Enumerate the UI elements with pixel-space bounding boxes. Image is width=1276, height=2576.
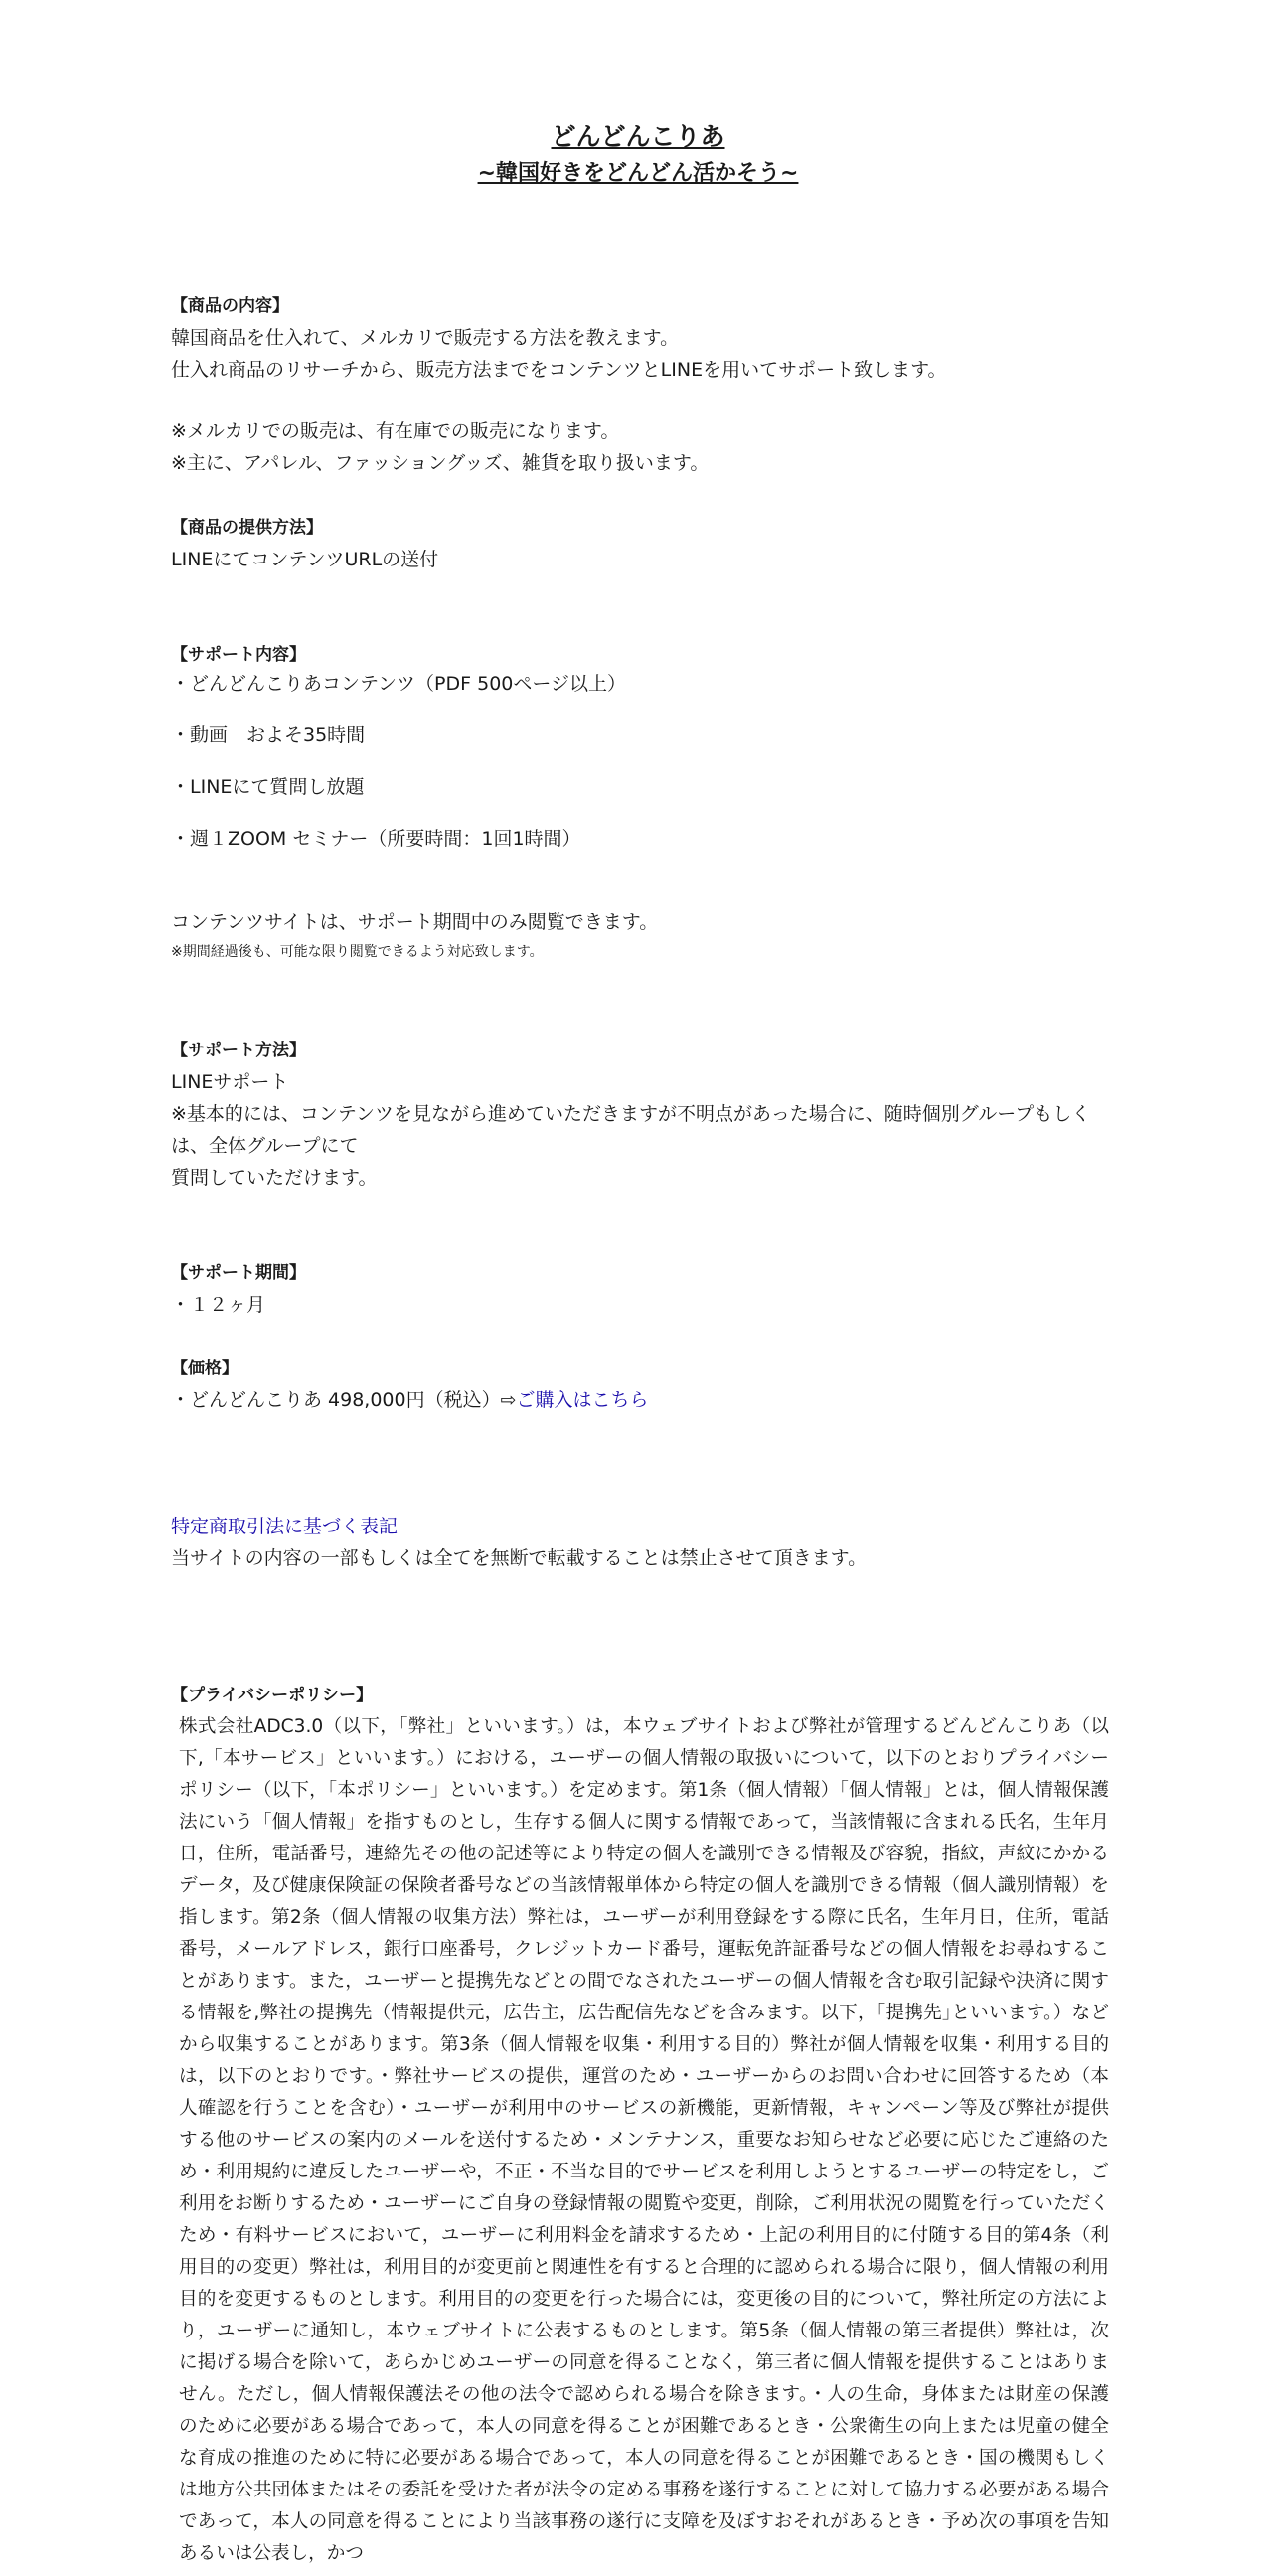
price-line xyxy=(171,1384,1110,1416)
access-note-block xyxy=(171,906,1110,966)
support-item xyxy=(171,771,1110,803)
price-text: ・どんどんこりあ 498,000円（税込）⇨ xyxy=(171,1389,517,1411)
delivery-text: LINEにてコンテンツURLの送付 xyxy=(171,549,439,570)
support-item xyxy=(171,720,1110,751)
product-notes xyxy=(171,415,1110,479)
period-value: ・１２ヶ月 xyxy=(171,1294,266,1316)
support-method-line: 質問していただけます。 xyxy=(171,1167,378,1189)
support-heading-block xyxy=(171,639,1110,671)
legal-notation-link[interactable]: 特定商取引法に基づく表記 xyxy=(171,1516,399,1537)
access-small-note: ※期間経過後も、可能な限り閲覧できるよう対応致します。 xyxy=(171,944,544,960)
support-item xyxy=(171,668,1110,700)
support-heading: 【サポート内容】 xyxy=(171,645,306,665)
support-method-heading: 【サポート方法】 xyxy=(171,1041,306,1060)
price-section xyxy=(171,1353,1110,1416)
buy-link[interactable]: ご購入はこちら xyxy=(516,1389,649,1411)
privacy-section xyxy=(171,1680,1109,2570)
legal-section xyxy=(171,1511,1110,1574)
privacy-heading: 【プライバシーポリシー】 xyxy=(171,1686,374,1705)
list-item: ・週１ZOOM セミナー（所要時間：1回1時間） xyxy=(171,828,581,850)
list-item: ・どんどんこりあコンテンツ（PDF 500ページ以上） xyxy=(171,673,626,695)
privacy-body: 株式会社ADC3.0（以下，「弊社」といいます。）は，本ウェブサイトおよび弊社が管理するどんどんこりあ（以下,「本サービス」といいます。）における，ユーザーの個人情報の取扱いについて，以下のとおりプライバシーポリシー（以下，「本ポリシー」といいます。）を定めます。第1条（個人情報）「個人情報」とは，個人情報保護法にいう「個人情報」を指すものとし，生存する個人に関する情報であって，当該情報に含まれる氏名，生年月日，住所，電話番号，連絡先その他の記述等により特定の個人を識別できる情報及び容貌，指紋，声紋にかかるデータ，及び健康保険証の保険者番号などの当該情報単体から特定の個人を識別できる情報（個人識別情報）を指します。第2条（個人情報の収集方法）弊社は，ユーザーが利用登録をする際に氏名，生年月日，住所，電話番号，メールアドレス，銀行口座番号，クレジットカード番号，運転免許証番号などの個人情報をお尋ねすることがあります。また，ユーザーと提携先などとの間でなされたユーザーの個人情報を含む取引記録や決済に関する情報を,弊社の提携先（情報提供元，広告主，広告配信先などを含みます。以下，｢提携先｣といいます。）などから収集することがあります。第3条（個人情報を収集・利用する目的）弊社が個人情報を収集・利用する目的は，以下のとおりです。・弊社サービスの提供，運営のため・ユーザーからのお問い合わせに回答するため（本人確認を行うことを含む）・ユーザーが利用中のサービスの新機能，更新情報，キャンペーン等及び弊社が提供する他のサービスの案内のメールを送付するため・メンテナンス，重要なお知らせなど必要に応じたご連絡のため・利用規約に違反したユーザーや，不正・不当な目的でサービスを利用しようとするユーザーの特定をし，ご利用をお断りするため・ユーザーにご自身の登録情報の閲覧や変更，削除，ご利用状況の閲覧を行っていただくため・有料サービスにおいて，ユーザーに利用料金を請求するため・上記の利用目的に付随する目的第4条（利用目的の変更）弊社は，利用目的が変更前と関連性を有すると合理的に認められる場合に限り，個人情報の利用目的を変更するものとします。利用目的の変更を行った場合には，変更後の目的について，弊社所定の方法により，ユーザーに通知し，本ウェブサイトに公表するものとします。第5条（個人情報の第三者提供）弊社は，次に掲げる場合を除いて，あらかじめユーザーの同意を得ることなく，第三者に個人情報を提供することはありません。ただし，個人情報保護法その他の法令で認められる場合を除きます。・人の生命，身体または財産の保護のために必要がある場合であって，本人の同意を得ることが困難であるとき・公衆衛生の向上または児童の健全な育成の推進のために特に必要がある場合であって，本人の同意を得ることが困難であるとき・国の機関もしくは地方公共団体またはその委託を受けた者が法令の定める事務を遂行することに対して協力する必要がある場合であって，本人の同意を得ることにより当該事務の遂行に支障を及ぼすおそれがあるとき・予め次の事項を告知あるいは公表し，かつ xyxy=(179,1716,1109,2564)
page-subtitle: ~韓国好きをどんどん活かそう~ xyxy=(477,161,799,186)
product-heading: 【商品の内容】 xyxy=(171,296,289,316)
support-method-section xyxy=(171,1035,1110,1194)
product-line: 韓国商品を仕入れて、メルカリで販売する方法を教えます。 xyxy=(171,327,680,349)
period-heading: 【サポート期間】 xyxy=(171,1263,306,1283)
price-heading: 【価格】 xyxy=(171,1359,239,1378)
copyright-notice: 当サイトの内容の一部もしくは全てを無断で転載することは禁止させて頂きます。 xyxy=(171,1547,868,1569)
support-method-line: ※基本的には、コンテンツを見ながら進めていただきますが不明点があった場合に、随時個別グループもしくは、全体グループにて xyxy=(171,1103,1091,1157)
product-line: 仕入れ商品のリサーチから、販売方法までをコンテンツとLINEを用いてサポート致します。 xyxy=(171,359,947,381)
list-item: ・動画 およそ35時間 xyxy=(171,724,366,746)
page-title: どんどんこりあ xyxy=(551,122,725,151)
product-section xyxy=(171,290,1110,386)
access-note: コンテンツサイトは、サポート期間中のみ閲覧できます。 xyxy=(171,911,659,933)
support-item xyxy=(171,823,1110,855)
period-section xyxy=(171,1257,1110,1321)
delivery-section xyxy=(171,512,1110,575)
product-note: ※主に、アパレル、ファッショングッズ、雑貨を取り扱います。 xyxy=(171,452,710,474)
list-item: ・LINEにて質問し放題 xyxy=(171,776,365,798)
product-note: ※メルカリでの販売は、有在庫での販売になります。 xyxy=(171,420,620,442)
support-method-line: LINEサポート xyxy=(171,1071,289,1093)
delivery-heading: 【商品の提供方法】 xyxy=(171,518,323,538)
